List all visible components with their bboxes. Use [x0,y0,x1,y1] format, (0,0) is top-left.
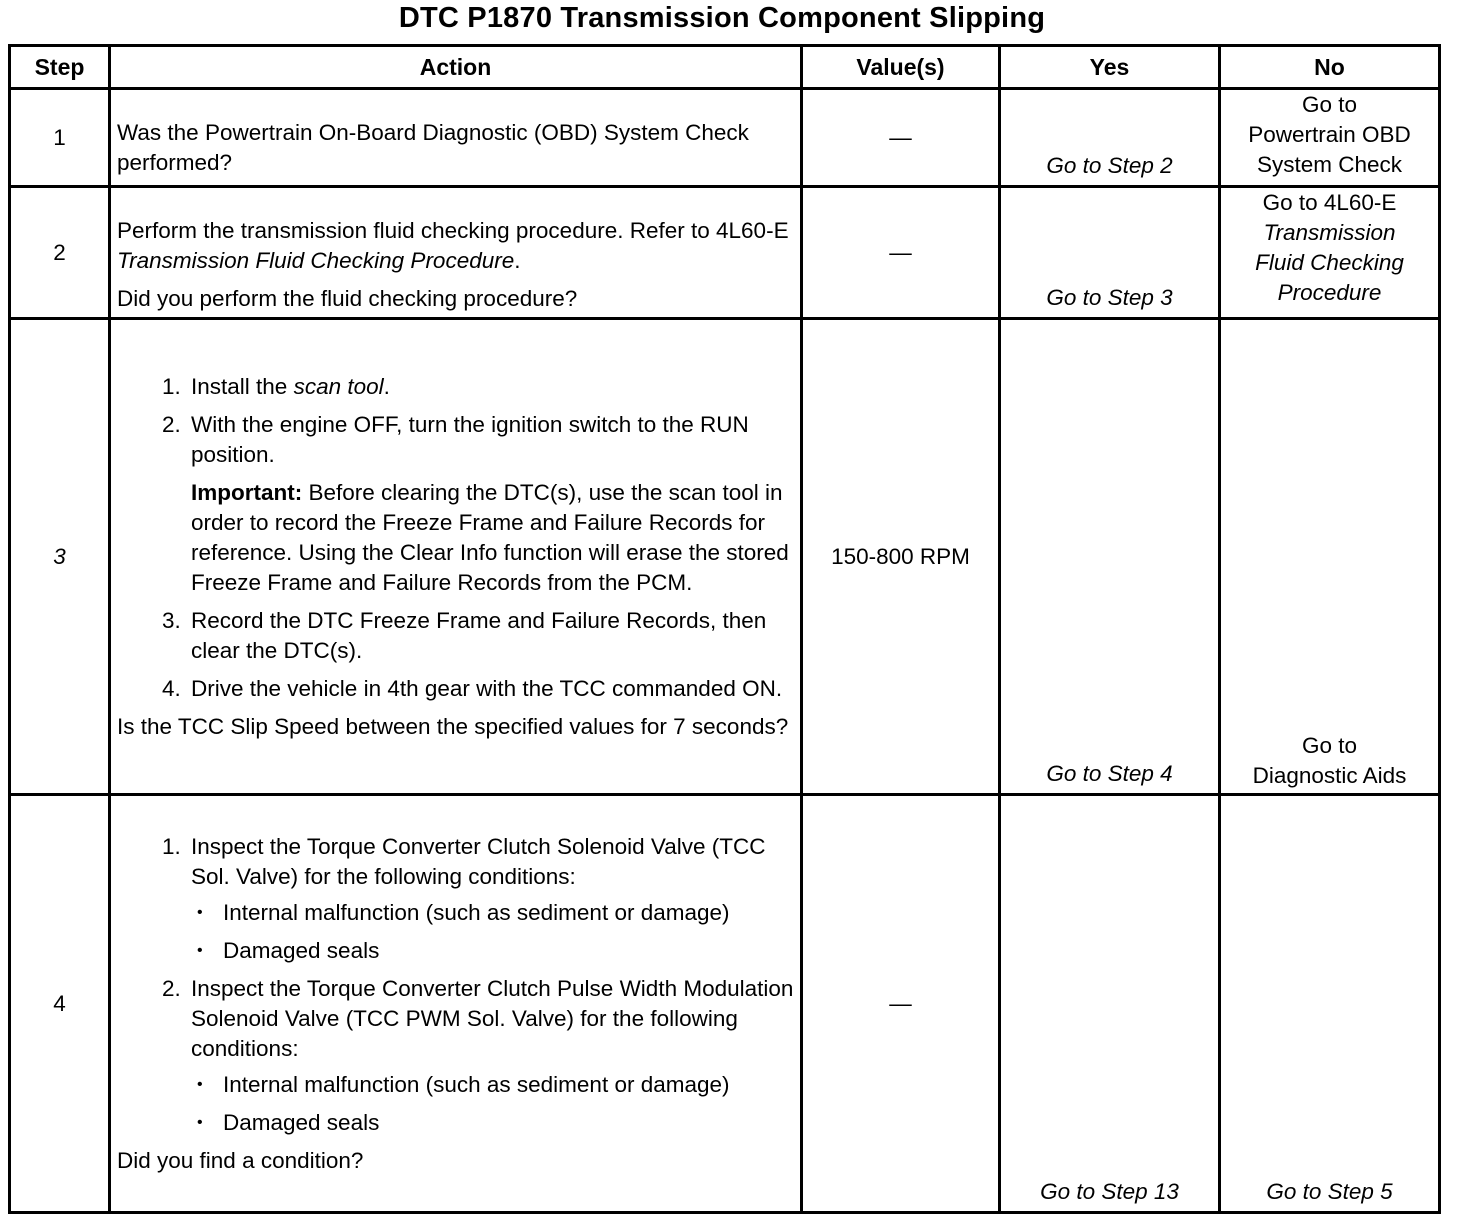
yes-cell [1000,89,1220,187]
header-no: No [1220,46,1440,89]
step-text: 2. With the engine OFF, turn the ignition switch to the RUN position. [191,411,749,467]
action-cell [110,319,802,795]
no-link[interactable] [1227,188,1432,308]
step-number: 1 [10,89,110,187]
yes-link[interactable]: Go to Step 13 [1040,1179,1179,1204]
no-link-reference: Transmission Fluid Checking Procedure [1255,220,1404,305]
yes-link[interactable]: Go to Step 2 [1046,153,1173,178]
action-text [117,192,794,276]
condition-item: • Damaged seals [223,936,794,966]
condition-item: • Damaged seals [223,1108,794,1138]
action-question: Did you perform the fluid checking procedure? [117,285,578,311]
action-step: 4. Drive the vehicle in 4th gear with the TCC commanded ON. [187,674,794,704]
no-cell [1220,795,1440,1213]
header-step: Step [10,46,110,89]
tool-reference: scan tool [293,373,384,399]
no-link[interactable]: Go to Step 5 [1266,1179,1393,1204]
action-cell [110,187,802,319]
yes-cell [1000,795,1220,1213]
step-text: Install the [191,373,288,399]
condition-list [191,1070,794,1138]
no-cell [1220,89,1440,187]
action-step [187,832,794,966]
yes-link[interactable]: Go to Step 3 [1046,285,1173,310]
action-steps [117,832,794,1138]
yes-cell [1000,187,1220,319]
action-cell [110,795,802,1213]
table-row [10,89,1440,187]
condition-item: • Internal malfunction (such as sediment or damage) [223,898,794,928]
no-link[interactable]: Go to Diagnostic Aids [1252,733,1407,788]
yes-link[interactable]: Go to Step 4 [1046,761,1173,786]
table-row [10,795,1440,1213]
step-text: 2. Inspect the Torque Converter Clutch Pulse Width Modulation Solenoid Valve (TCC PWM Sol. Valve) for the following conditions: [191,975,794,1061]
step-number: 4 [10,795,110,1213]
action-question: Is the TCC Slip Speed between the specified values for 7 seconds? [117,713,789,739]
step-text-end: . [383,373,390,399]
condition-list [191,898,794,966]
table-row [10,187,1440,319]
condition-item: • Internal malfunction (such as sediment or damage) [223,1070,794,1100]
header-row [10,46,1440,89]
important-label: Important: [191,479,303,505]
step-number: 2 [10,187,110,319]
action-cell [110,89,802,187]
action-text: Was the Powertrain On-Board Diagnostic (OBD) System Check performed? [117,119,749,175]
no-link-pre: Go to 4L60-E [1262,190,1397,215]
procedure-reference[interactable]: Transmission Fluid Checking Procedure [117,247,515,273]
action-step [187,974,794,1138]
action-steps [117,372,794,704]
important-text: Before clearing the DTC(s), use the scan tool in order to record the Freeze Frame and Failure Records for reference. Using the Clear Info function will erase the stored Freeze Frame and Failure Records from the PCM. [191,479,789,595]
action-step: 3. Record the DTC Freeze Frame and Failure Records, then clear the DTC(s). [187,606,794,666]
no-link[interactable]: Go to Powertrain OBD System Check [1248,92,1411,177]
header-action: Action [110,46,802,89]
step-text: 1. Inspect the Torque Converter Clutch Solenoid Valve (TCC Sol. Valve) for the following conditions: [191,833,766,889]
action-question: Did you find a condition? [117,1147,364,1173]
value-cell: — [802,187,1000,319]
action-step [187,410,794,598]
value-cell: 150-800 RPM [802,319,1000,795]
header-values: Value(s) [802,46,1000,89]
action-text-pre: Perform the transmission fluid checking procedure. Refer to 4L60-E [117,217,789,243]
no-cell [1220,187,1440,319]
yes-cell [1000,319,1220,795]
action-step [187,372,794,402]
important-note [191,478,794,598]
no-cell [1220,319,1440,795]
table-row [10,319,1440,795]
value-cell: — [802,89,1000,187]
value-cell: — [802,795,1000,1213]
step-number: 3 [10,319,110,795]
header-yes: Yes [1000,46,1220,89]
action-text-post: . [514,247,521,273]
page-title: DTC P1870 Transmission Component Slipping [398,2,1046,34]
diagnostic-table [8,44,1441,1214]
